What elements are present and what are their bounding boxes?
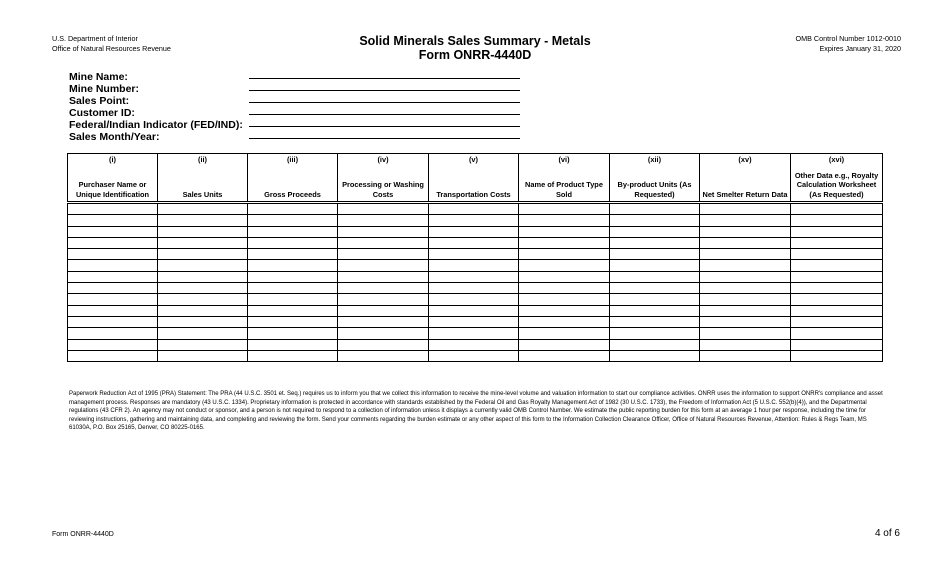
table-cell[interactable]	[68, 260, 158, 271]
column-label: Transportation Costs	[436, 189, 511, 199]
table-cell[interactable]	[519, 350, 610, 361]
table-cell[interactable]	[791, 294, 883, 305]
table-cell[interactable]	[338, 328, 429, 339]
column-number: (xvi)	[828, 155, 845, 164]
field-input-line[interactable]	[249, 90, 520, 91]
agency-block	[52, 34, 171, 54]
office-name: Office of Natural Resources Revenue	[52, 44, 171, 53]
table-cell[interactable]	[68, 294, 158, 305]
table-cell[interactable]	[610, 237, 700, 248]
table-cell[interactable]	[68, 328, 158, 339]
table-cell[interactable]	[791, 350, 883, 361]
table-row	[68, 339, 883, 350]
table-row	[68, 328, 883, 339]
column-number: (ii)	[197, 155, 208, 164]
form-title	[300, 34, 650, 62]
table-cell[interactable]	[610, 316, 700, 327]
table-cell[interactable]	[519, 316, 610, 327]
table-cell[interactable]	[248, 226, 338, 237]
table-cell[interactable]	[791, 249, 883, 260]
sales-table	[67, 153, 883, 362]
table-cell[interactable]	[68, 350, 158, 361]
table-cell[interactable]	[519, 294, 610, 305]
column-label: Net Smelter Return Data	[702, 189, 788, 199]
table-cell[interactable]	[248, 294, 338, 305]
table-cell[interactable]	[429, 339, 519, 350]
field-label: Federal/Indian Indicator (FED/IND):	[69, 119, 243, 132]
table-cell[interactable]	[791, 215, 883, 226]
field-row	[69, 67, 243, 83]
table-cell[interactable]	[519, 328, 610, 339]
table-cell[interactable]	[519, 305, 610, 316]
table-cell[interactable]	[791, 226, 883, 237]
table-cell[interactable]	[429, 271, 519, 282]
table-row	[68, 305, 883, 316]
table-cell[interactable]	[791, 203, 883, 215]
table-cell[interactable]	[248, 249, 338, 260]
column-number: (xv)	[738, 155, 752, 164]
table-row	[68, 215, 883, 226]
omb-expiration: Expires January 31, 2020	[819, 44, 901, 53]
table-row	[68, 203, 883, 215]
table-cell[interactable]	[429, 328, 519, 339]
table-cell[interactable]	[791, 260, 883, 271]
table-cell[interactable]	[68, 339, 158, 350]
table-row	[68, 271, 883, 282]
column-number: (xii)	[647, 155, 662, 164]
table-cell[interactable]	[338, 305, 429, 316]
column-header	[248, 154, 338, 203]
table-cell[interactable]	[338, 316, 429, 327]
table-cell[interactable]	[429, 305, 519, 316]
table-cell[interactable]	[429, 260, 519, 271]
table-cell[interactable]	[248, 350, 338, 361]
table-cell[interactable]	[429, 283, 519, 294]
table-cell[interactable]	[68, 305, 158, 316]
table-cell[interactable]	[700, 249, 791, 260]
table-cell[interactable]	[700, 283, 791, 294]
field-row	[69, 127, 243, 144]
table-cell[interactable]	[68, 226, 158, 237]
table-cell[interactable]	[338, 249, 429, 260]
table-cell[interactable]	[610, 339, 700, 350]
table-cell[interactable]	[519, 283, 610, 294]
field-label: Sales Point:	[69, 95, 130, 108]
table-cell[interactable]	[158, 294, 248, 305]
table-cell[interactable]	[158, 203, 248, 215]
table-row	[68, 249, 883, 260]
table-cell[interactable]	[429, 316, 519, 327]
table-cell[interactable]	[68, 249, 158, 260]
table-row	[68, 316, 883, 327]
table-row	[68, 294, 883, 305]
column-number: (v)	[468, 155, 479, 164]
field-label: Sales Month/Year:	[69, 131, 160, 144]
table-cell[interactable]	[68, 316, 158, 327]
table-cell[interactable]	[700, 203, 791, 215]
table-cell[interactable]	[248, 260, 338, 271]
table-cell[interactable]	[519, 339, 610, 350]
column-header	[700, 154, 791, 203]
column-label: Sales Units	[182, 189, 223, 199]
table-cell[interactable]	[610, 283, 700, 294]
column-header	[158, 154, 248, 203]
table-cell[interactable]	[700, 271, 791, 282]
field-row	[69, 115, 243, 132]
table-cell[interactable]	[338, 215, 429, 226]
table-cell[interactable]	[68, 237, 158, 248]
table-cell[interactable]	[791, 305, 883, 316]
table-cell[interactable]	[610, 260, 700, 271]
mine-info-fields	[69, 67, 243, 144]
table-cell[interactable]	[610, 203, 700, 215]
table-cell[interactable]	[791, 316, 883, 327]
column-label: Processing or Washing Costs	[342, 180, 424, 199]
table-cell[interactable]	[610, 271, 700, 282]
table-cell[interactable]	[248, 316, 338, 327]
omb-control-number: OMB Control Number 1012-0010	[795, 34, 901, 43]
table-cell[interactable]	[700, 215, 791, 226]
field-row	[69, 79, 243, 96]
table-cell[interactable]	[519, 237, 610, 248]
table-row	[68, 260, 883, 271]
table-cell[interactable]	[248, 339, 338, 350]
table-cell[interactable]	[338, 294, 429, 305]
form-number: Form ONRR-4440D	[418, 48, 532, 62]
field-input-line[interactable]	[249, 102, 520, 103]
table-row	[68, 350, 883, 361]
table-cell[interactable]	[700, 305, 791, 316]
field-input-line[interactable]	[249, 126, 520, 127]
table-cell[interactable]	[791, 271, 883, 282]
table-cell[interactable]	[610, 249, 700, 260]
table-cell[interactable]	[700, 350, 791, 361]
table-cell[interactable]	[700, 237, 791, 248]
table-cell[interactable]	[700, 328, 791, 339]
form-title-main: Solid Minerals Sales Summary - Metals	[359, 34, 591, 48]
table-cell[interactable]	[248, 271, 338, 282]
column-number: (i)	[109, 155, 116, 164]
table-cell[interactable]	[158, 283, 248, 294]
field-label: Mine Name:	[69, 71, 128, 83]
column-label: Purchaser Name or Unique Identification	[75, 180, 150, 199]
table-body	[68, 203, 883, 362]
table-cell[interactable]	[700, 260, 791, 271]
footer-form-name: Form ONRR-4440D	[52, 531, 114, 538]
column-label: Other Data e.g., Royalty Calculation Worksheet (As Requested)	[794, 170, 879, 199]
table-cell[interactable]	[68, 215, 158, 226]
table-cell[interactable]	[338, 350, 429, 361]
table-cell[interactable]	[338, 283, 429, 294]
field-row	[69, 103, 243, 120]
table-cell[interactable]	[158, 328, 248, 339]
table-cell[interactable]	[610, 350, 700, 361]
table-cell[interactable]	[248, 203, 338, 215]
column-header	[429, 154, 519, 203]
field-row	[69, 91, 243, 108]
table-cell[interactable]	[248, 283, 338, 294]
table-cell[interactable]	[610, 328, 700, 339]
table-cell[interactable]	[158, 350, 248, 361]
table-cell[interactable]	[248, 237, 338, 248]
table-cell[interactable]	[429, 294, 519, 305]
table-cell[interactable]	[338, 260, 429, 271]
table-cell[interactable]	[158, 226, 248, 237]
table-cell[interactable]	[700, 316, 791, 327]
table-cell[interactable]	[68, 283, 158, 294]
table-cell[interactable]	[429, 203, 519, 215]
table-cell[interactable]	[158, 339, 248, 350]
table-cell[interactable]	[338, 226, 429, 237]
table-cell[interactable]	[519, 260, 610, 271]
column-header	[791, 154, 883, 203]
table-cell[interactable]	[338, 203, 429, 215]
field-input-line[interactable]	[249, 138, 520, 139]
table-cell[interactable]	[519, 203, 610, 215]
table-cell[interactable]	[248, 328, 338, 339]
field-label: Mine Number:	[69, 83, 140, 96]
page-number: 4 of 6	[874, 528, 900, 539]
column-number: (iv)	[377, 155, 389, 164]
column-number: (iii)	[286, 155, 299, 164]
table-cell[interactable]	[158, 316, 248, 327]
table-row	[68, 283, 883, 294]
table-cell[interactable]	[429, 249, 519, 260]
column-header	[338, 154, 429, 203]
table-cell[interactable]	[158, 237, 248, 248]
table-cell[interactable]	[338, 339, 429, 350]
field-label: Customer ID:	[69, 107, 135, 120]
table-cell[interactable]	[700, 294, 791, 305]
table-cell[interactable]	[791, 237, 883, 248]
table-cell[interactable]	[68, 203, 158, 215]
table-cell[interactable]	[158, 215, 248, 226]
table-cell[interactable]	[338, 237, 429, 248]
table-row	[68, 237, 883, 248]
table-cell[interactable]	[791, 283, 883, 294]
table-cell[interactable]	[338, 271, 429, 282]
table-cell[interactable]	[158, 305, 248, 316]
table-cell[interactable]	[248, 305, 338, 316]
column-label: By-product Units (As Requested)	[617, 180, 692, 199]
omb-block	[796, 34, 901, 54]
column-header	[68, 154, 158, 203]
table-cell[interactable]	[700, 226, 791, 237]
column-header	[519, 154, 610, 203]
table-cell[interactable]	[610, 305, 700, 316]
table-cell[interactable]	[429, 215, 519, 226]
table-cell[interactable]	[158, 249, 248, 260]
table-cell[interactable]	[791, 339, 883, 350]
table-cell[interactable]	[610, 226, 700, 237]
agency-name: U.S. Department of Interior	[52, 34, 138, 43]
table-cell[interactable]	[519, 271, 610, 282]
table-cell[interactable]	[158, 260, 248, 271]
table-cell[interactable]	[519, 215, 610, 226]
pra-statement: Paperwork Reduction Act of 1995 (PRA) Statement: The PRA (44 U.S.C. 3501 et. Seq.) requires us to inform you that we collect this information to receive the mine-level volume and valuation information to start our compliance activities. ONRR uses the information to support ONRR's compliance and asset management process. Responses are mandatory (43 U.S.C. 1334). Proprietary information is protected in accordance with standards established by the Federal Oil and Gas Royalty Management Act of 1982 (30 U.S.C. 1733), the Freedom of Information Act (5 U.S.C. 552(b)(4)), and the Departmental regulations (43 CFR 2). An agency may not conduct or sponsor, and a person is not required to respond to a collection of information unless it displays a currently valid OMB Control Number. We estimate the public reporting burden for this form at an average 1 hour per response, including the time for reviewing instructions, gathering and maintaining data, and completing and reviewing the form. Send your comments regarding the burden estimate or any other aspect of this form to the Information Collection Clearance Officer, Office of Natural Resources Revenue, Attention: Rules & Regs Team, MS 61030A, P.O. Box 25165, Denver, CO 80225-0165.	[69, 391, 883, 432]
table-cell[interactable]	[248, 215, 338, 226]
table-cell[interactable]	[68, 271, 158, 282]
table-row	[68, 226, 883, 237]
column-header	[610, 154, 700, 203]
table-header-row	[68, 154, 883, 203]
table-cell[interactable]	[610, 294, 700, 305]
table-cell[interactable]	[158, 271, 248, 282]
table-cell[interactable]	[429, 237, 519, 248]
table-cell[interactable]	[519, 226, 610, 237]
table-cell[interactable]	[429, 350, 519, 361]
table-cell[interactable]	[791, 328, 883, 339]
table-cell[interactable]	[610, 215, 700, 226]
field-input-line[interactable]	[249, 78, 520, 79]
column-number: (vi)	[558, 155, 570, 164]
table-cell[interactable]	[429, 226, 519, 237]
column-label: Name of Product Type Sold	[525, 180, 603, 199]
table-cell[interactable]	[700, 339, 791, 350]
column-label: Gross Proceeds	[264, 189, 321, 199]
field-input-line[interactable]	[249, 114, 520, 115]
table-cell[interactable]	[519, 249, 610, 260]
